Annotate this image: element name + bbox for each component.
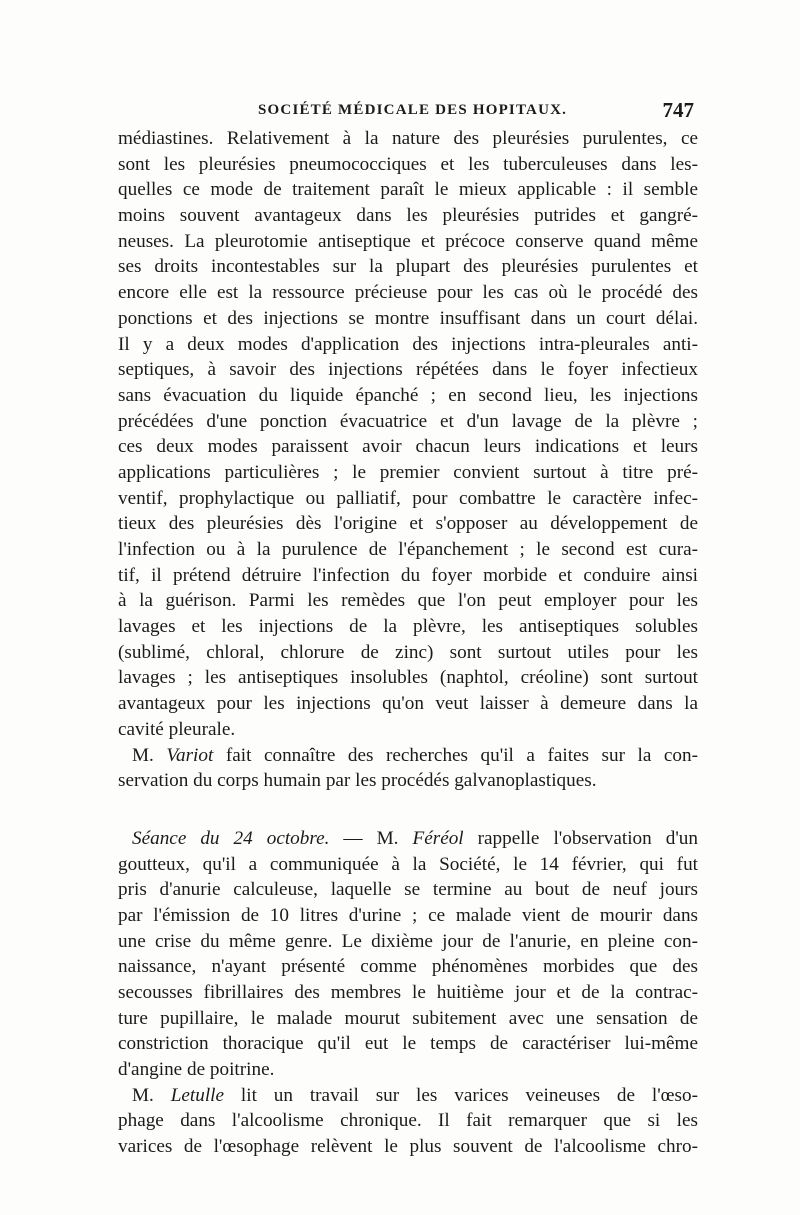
text-line: (sublimé, chloral, chlorure de zinc) sont surtout utiles pour les xyxy=(118,641,698,663)
running-title: SOCIÉTÉ MÉDICALE DES HOPITAUX. xyxy=(258,102,568,118)
text-line: encore elle est la ressource précieuse pour les cas où le procédé des xyxy=(118,282,698,304)
text-line: Il y a deux modes d'application des injections intra-pleurales anti- xyxy=(118,333,698,355)
page-number: 747 xyxy=(662,98,694,122)
session-date: Séance du 24 octobre. xyxy=(132,827,330,849)
body-text xyxy=(118,126,698,1160)
text-line: varices de l'œsophage relèvent le plus souvent de l'alcoolisme chro- xyxy=(118,1136,698,1158)
text-line: ses droits incontestables sur la plupart des pleurésies purulentes et xyxy=(118,256,698,278)
paragraph-pleurisy-injections xyxy=(118,126,698,743)
paragraph-letulle xyxy=(118,1083,698,1160)
text-line: à la guérison. Parmi les remèdes que l'on peut employer pour les xyxy=(118,590,698,612)
text-line: précédées d'une ponction évacuatrice et d'un lavage de la plèvre ; xyxy=(118,410,698,432)
text-line: sont les pleurésies pneumococciques et les tuberculeuses dans les- xyxy=(118,153,698,175)
text-line: avantageux pour les injections qu'on veut laisser à demeure dans la xyxy=(118,693,698,715)
text-line: sans évacuation du liquide épanché ; en second lieu, les injections xyxy=(118,384,698,406)
text-line: quelles ce mode de traitement paraît le mieux applicable : il semble xyxy=(118,179,698,201)
text-line: par l'émission de 10 litres d'urine ; ce malade vient de mourir dans xyxy=(118,904,698,926)
paragraph-ferreol-session xyxy=(118,826,698,1083)
paragraph-lines xyxy=(118,852,698,1083)
text-line: ces deux modes paraissent avoir chacun leurs indications et leurs xyxy=(118,436,698,458)
text-line xyxy=(118,1083,698,1109)
text-line xyxy=(118,743,698,769)
text-line: applications particulières ; le premier convient surtout à titre pré- xyxy=(118,461,698,483)
paragraph-lines xyxy=(118,1108,698,1159)
text-line: une crise du même genre. Le dixième jour de l'anurie, en pleine con- xyxy=(118,930,698,952)
text-line: ponctions et des injections se montre insuffisant dans un court délai. xyxy=(118,307,698,329)
line-text: rappelle l'observation d'un xyxy=(463,827,698,849)
text-line: phage dans l'alcoolisme chronique. Il fait remarquer que si les xyxy=(118,1110,698,1132)
line-text: lit un travail sur les varices veineuses de l'œso- xyxy=(224,1084,698,1106)
text-line: ventif, prophylactique ou palliatif, pour combattre le caractère infec- xyxy=(118,487,698,509)
text-line: l'infection ou à la purulence de l'épanchement ; le second est cura- xyxy=(118,539,698,560)
text-line: pris d'anurie calculeuse, laquelle se termine au bout de neuf jours xyxy=(118,879,698,901)
text-line: tieux des pleurésies dès l'origine et s'opposer au développement de xyxy=(118,513,698,535)
section-gap xyxy=(118,794,698,826)
text-line: médiastines. Relativement à la nature des pleurésies purulentes, ce xyxy=(118,128,698,149)
text-line: lavages et les injections de la plèvre, les antiseptiques solubles xyxy=(118,616,698,638)
text-line: lavages ; les antiseptiques insolubles (naphtol, créoline) sont surtout xyxy=(118,667,698,689)
text-line xyxy=(118,826,698,852)
text-line: goutteux, qu'il a communiquée à la Société, le 14 février, qui fut xyxy=(118,853,698,875)
text-line: tif, il prétend détruire l'infection du foyer morbide et conduire ainsi xyxy=(118,564,698,586)
text-line: septiques, à savoir des injections répétées dans le foyer infectieux xyxy=(118,359,698,381)
text-line: neuses. La pleurotomie antiseptique et précoce conserve quand même xyxy=(118,230,698,252)
speaker-name: Féréol xyxy=(412,827,464,849)
text-line: secousses fibrillaires des membres le huitième jour et de la contrac- xyxy=(118,982,698,1003)
text-line: cavité pleurale. xyxy=(118,718,236,740)
speaker-prefix: M. xyxy=(132,1084,171,1106)
paragraph-variot xyxy=(118,743,698,794)
running-header xyxy=(118,98,698,124)
speaker-prefix: M. xyxy=(132,744,167,766)
text-line: naissance, n'ayant présenté comme phénomènes morbides que des xyxy=(118,956,698,978)
text-line: ture pupillaire, le malade mourut subitement avec une sensation de xyxy=(118,1007,698,1029)
speaker-name: Variot xyxy=(166,744,214,766)
speaker-name: Letulle xyxy=(170,1084,225,1106)
text-line: constriction thoracique qu'il eut le temps de caractériser lui-même xyxy=(118,1033,698,1055)
text-line: moins souvent avantageux dans les pleurésies putrides et gangré- xyxy=(118,205,698,227)
text-line: servation du corps humain par les procédés galvanoplastiques. xyxy=(118,770,597,792)
text-line: d'angine de poitrine. xyxy=(118,1059,275,1081)
line-text: fait connaître des recherches qu'il a faites sur la con- xyxy=(213,744,698,766)
dash-prefix: — M. xyxy=(329,827,413,849)
